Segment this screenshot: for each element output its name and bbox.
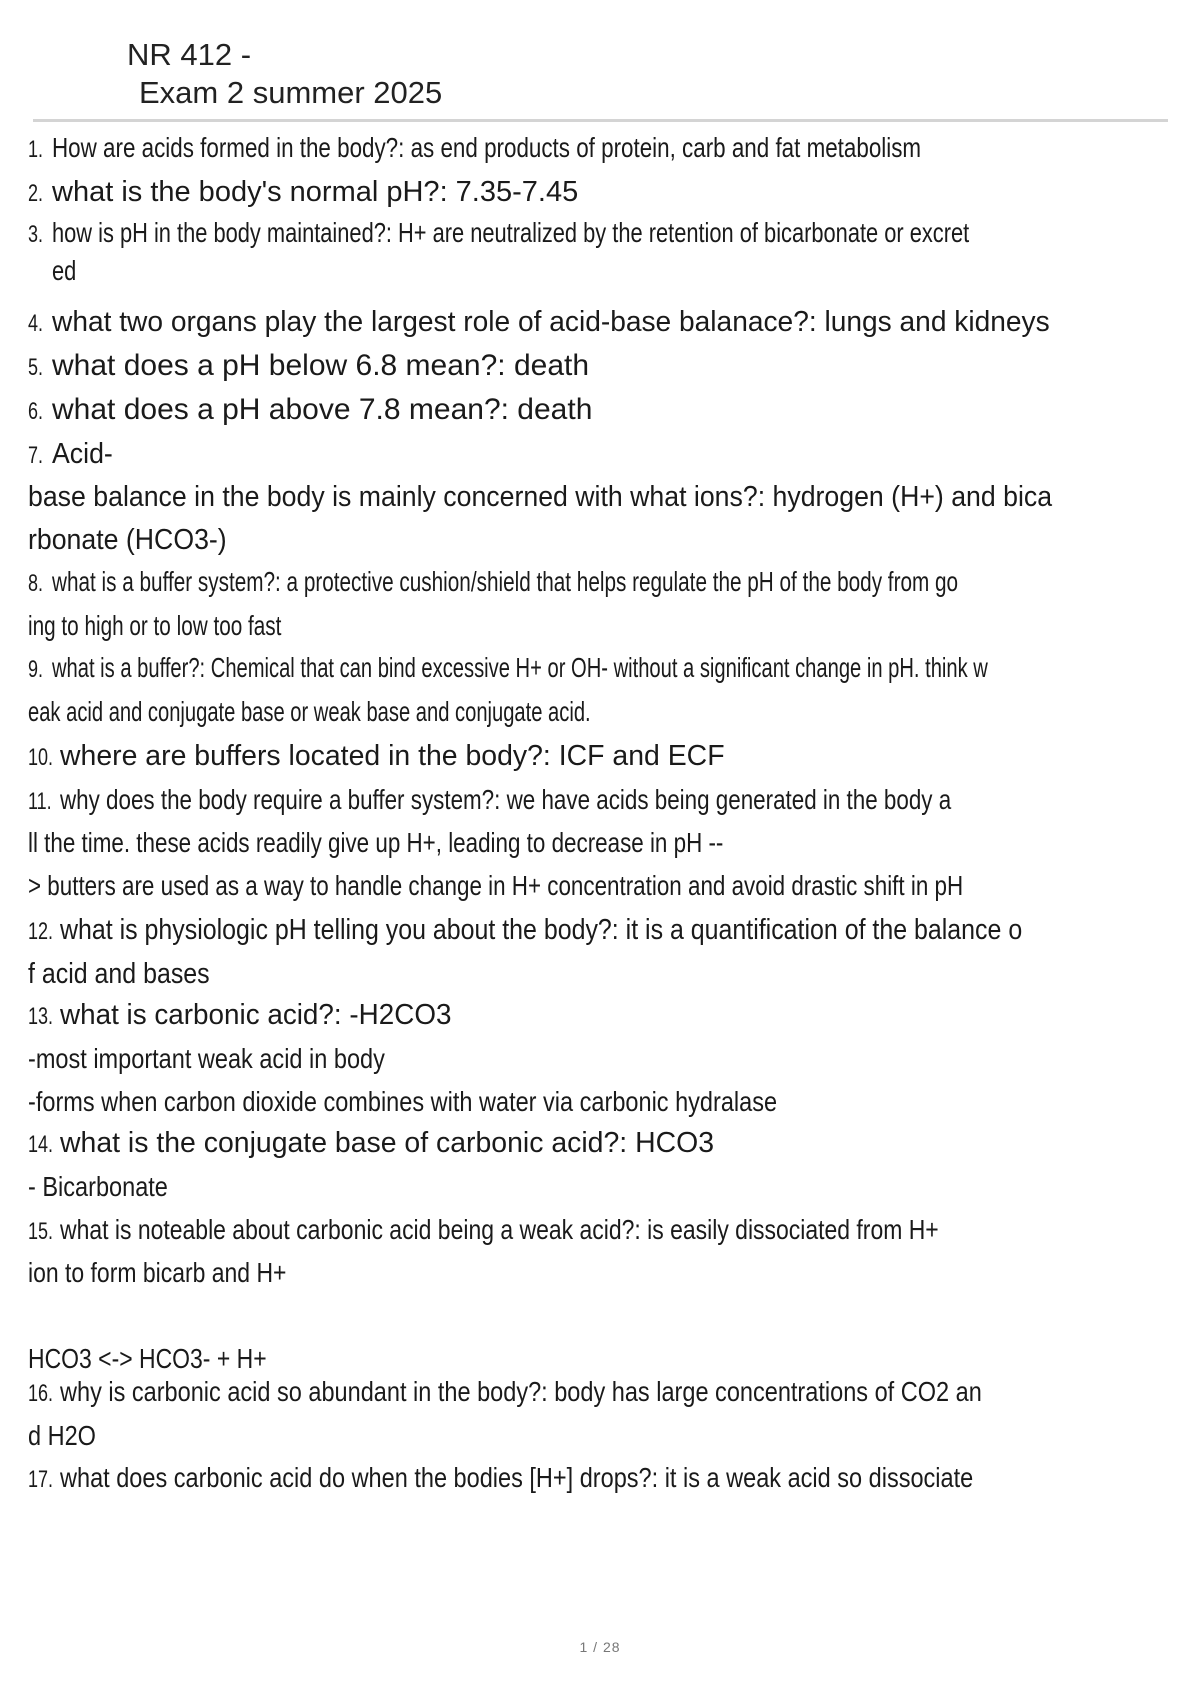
qa-item bbox=[28, 778, 1173, 907]
answer-continuation: ed bbox=[52, 255, 77, 286]
qa-item bbox=[28, 1208, 1173, 1380]
qa-item bbox=[28, 646, 1173, 734]
qa-item bbox=[28, 388, 1173, 432]
qa-item bbox=[28, 734, 1173, 778]
question-number: 7. bbox=[28, 442, 44, 469]
question-text: what is a buffer?: Chemical that can bind excessive H+ or OH- without a significant change in pH. think w bbox=[52, 652, 988, 683]
qa-item bbox=[28, 560, 1173, 648]
question-text: what is noteable about carbonic acid being a weak acid?: is easily dissociated from H+ bbox=[60, 1214, 939, 1245]
question-number: 3. bbox=[28, 221, 44, 248]
question-number: 8. bbox=[28, 570, 44, 597]
qa-item bbox=[28, 908, 1173, 996]
qa-item bbox=[28, 214, 1173, 290]
question-number: 13. bbox=[28, 1003, 54, 1030]
question-number: 6. bbox=[28, 398, 44, 425]
question-text: what is carbonic acid?: -H2CO3 bbox=[60, 999, 452, 1031]
question-text: what two organs play the largest role of acid-base balanace?: lungs and kidneys bbox=[52, 306, 1050, 338]
question-text: How are acids formed in the body?: as end products of protein, carb and fat metabolism bbox=[52, 132, 922, 163]
qa-item bbox=[28, 300, 1173, 344]
qa-item bbox=[28, 344, 1173, 388]
document-title bbox=[127, 36, 442, 112]
qa-item bbox=[28, 1370, 1173, 1458]
answer-continuation: ion to form bicarb and H+ bbox=[28, 1257, 287, 1288]
question-number: 10. bbox=[28, 744, 54, 771]
question-text: what is the body's normal pH?: 7.35-7.45 bbox=[52, 176, 579, 208]
question-text: what does a pH below 6.8 mean?: death bbox=[52, 349, 590, 382]
question-text: what does a pH above 7.8 mean?: death bbox=[52, 393, 593, 426]
qa-item bbox=[28, 994, 1173, 1123]
question-text: what is physiologic pH telling you about the body?: it is a quantification of the balance o bbox=[60, 914, 1023, 946]
question-number: 1. bbox=[28, 136, 44, 163]
question-number: 14. bbox=[28, 1131, 54, 1158]
question-text: what does carbonic acid do when the bodies [H+] drops?: it is a weak acid so dissociate bbox=[60, 1462, 974, 1493]
question-text: what is the conjugate base of carbonic acid?: HCO3 bbox=[60, 1127, 715, 1159]
answer-continuation: d H2O bbox=[28, 1420, 96, 1451]
answer-continuation: eak acid and conjugate base or weak base and conjugate acid. bbox=[28, 696, 591, 727]
question-number: 4. bbox=[28, 310, 44, 337]
question-text: Acid- bbox=[52, 438, 113, 470]
qa-item bbox=[28, 126, 1173, 170]
question-text: how is pH in the body maintained?: H+ are neutralized by the retention of bicarbonate or excret bbox=[52, 217, 970, 248]
title-divider bbox=[33, 119, 1168, 122]
title-course: NR 412 - bbox=[127, 37, 252, 72]
question-number: 12. bbox=[28, 918, 54, 945]
answer-continuation: -most important weak acid in body bbox=[28, 1043, 385, 1074]
question-number: 2. bbox=[28, 180, 44, 207]
qa-item bbox=[28, 432, 1173, 562]
answer-continuation: ll the time. these acids readily give up H+, leading to decrease in pH -- bbox=[28, 827, 724, 858]
question-number: 16. bbox=[28, 1380, 54, 1407]
question-number: 11. bbox=[28, 788, 52, 815]
question-text: what is a buffer system?: a protective cushion/shield that helps regulate the pH of the body from go bbox=[52, 566, 959, 597]
title-exam: Exam 2 summer 2025 bbox=[139, 75, 443, 110]
answer-continuation: ing to high or to low too fast bbox=[28, 610, 282, 641]
answer-continuation: -forms when carbon dioxide combines with water via carbonic hydralase bbox=[28, 1086, 778, 1117]
qa-item bbox=[28, 1456, 1173, 1500]
question-text: why does the body require a buffer system?: we have acids being generated in the body a bbox=[60, 784, 952, 815]
question-text: why is carbonic acid so abundant in the body?: body has large concentrations of CO2 an bbox=[60, 1376, 982, 1407]
answer-continuation: base balance in the body is mainly concerned with what ions?: hydrogen (H+) and bica bbox=[28, 481, 1053, 513]
answer-continuation: rbonate (HCO3-) bbox=[28, 524, 227, 556]
question-text: where are buffers located in the body?: ICF and ECF bbox=[60, 740, 725, 772]
question-number: 9. bbox=[28, 656, 44, 683]
question-number: 5. bbox=[28, 354, 44, 381]
qa-item bbox=[28, 170, 1173, 214]
qa-item bbox=[28, 1122, 1173, 1208]
question-number: 17. bbox=[28, 1466, 54, 1493]
answer-continuation: f acid and bases bbox=[28, 958, 210, 990]
answer-continuation: HCO3 <-> HCO3- + H+ bbox=[28, 1343, 267, 1374]
answer-continuation: > butters are used as a way to handle change in H+ concentration and avoid drastic shift in pH bbox=[28, 870, 964, 901]
page-indicator: 1 / 28 bbox=[579, 1639, 621, 1655]
question-number: 15. bbox=[28, 1218, 54, 1245]
answer-continuation: - Bicarbonate bbox=[28, 1171, 168, 1202]
